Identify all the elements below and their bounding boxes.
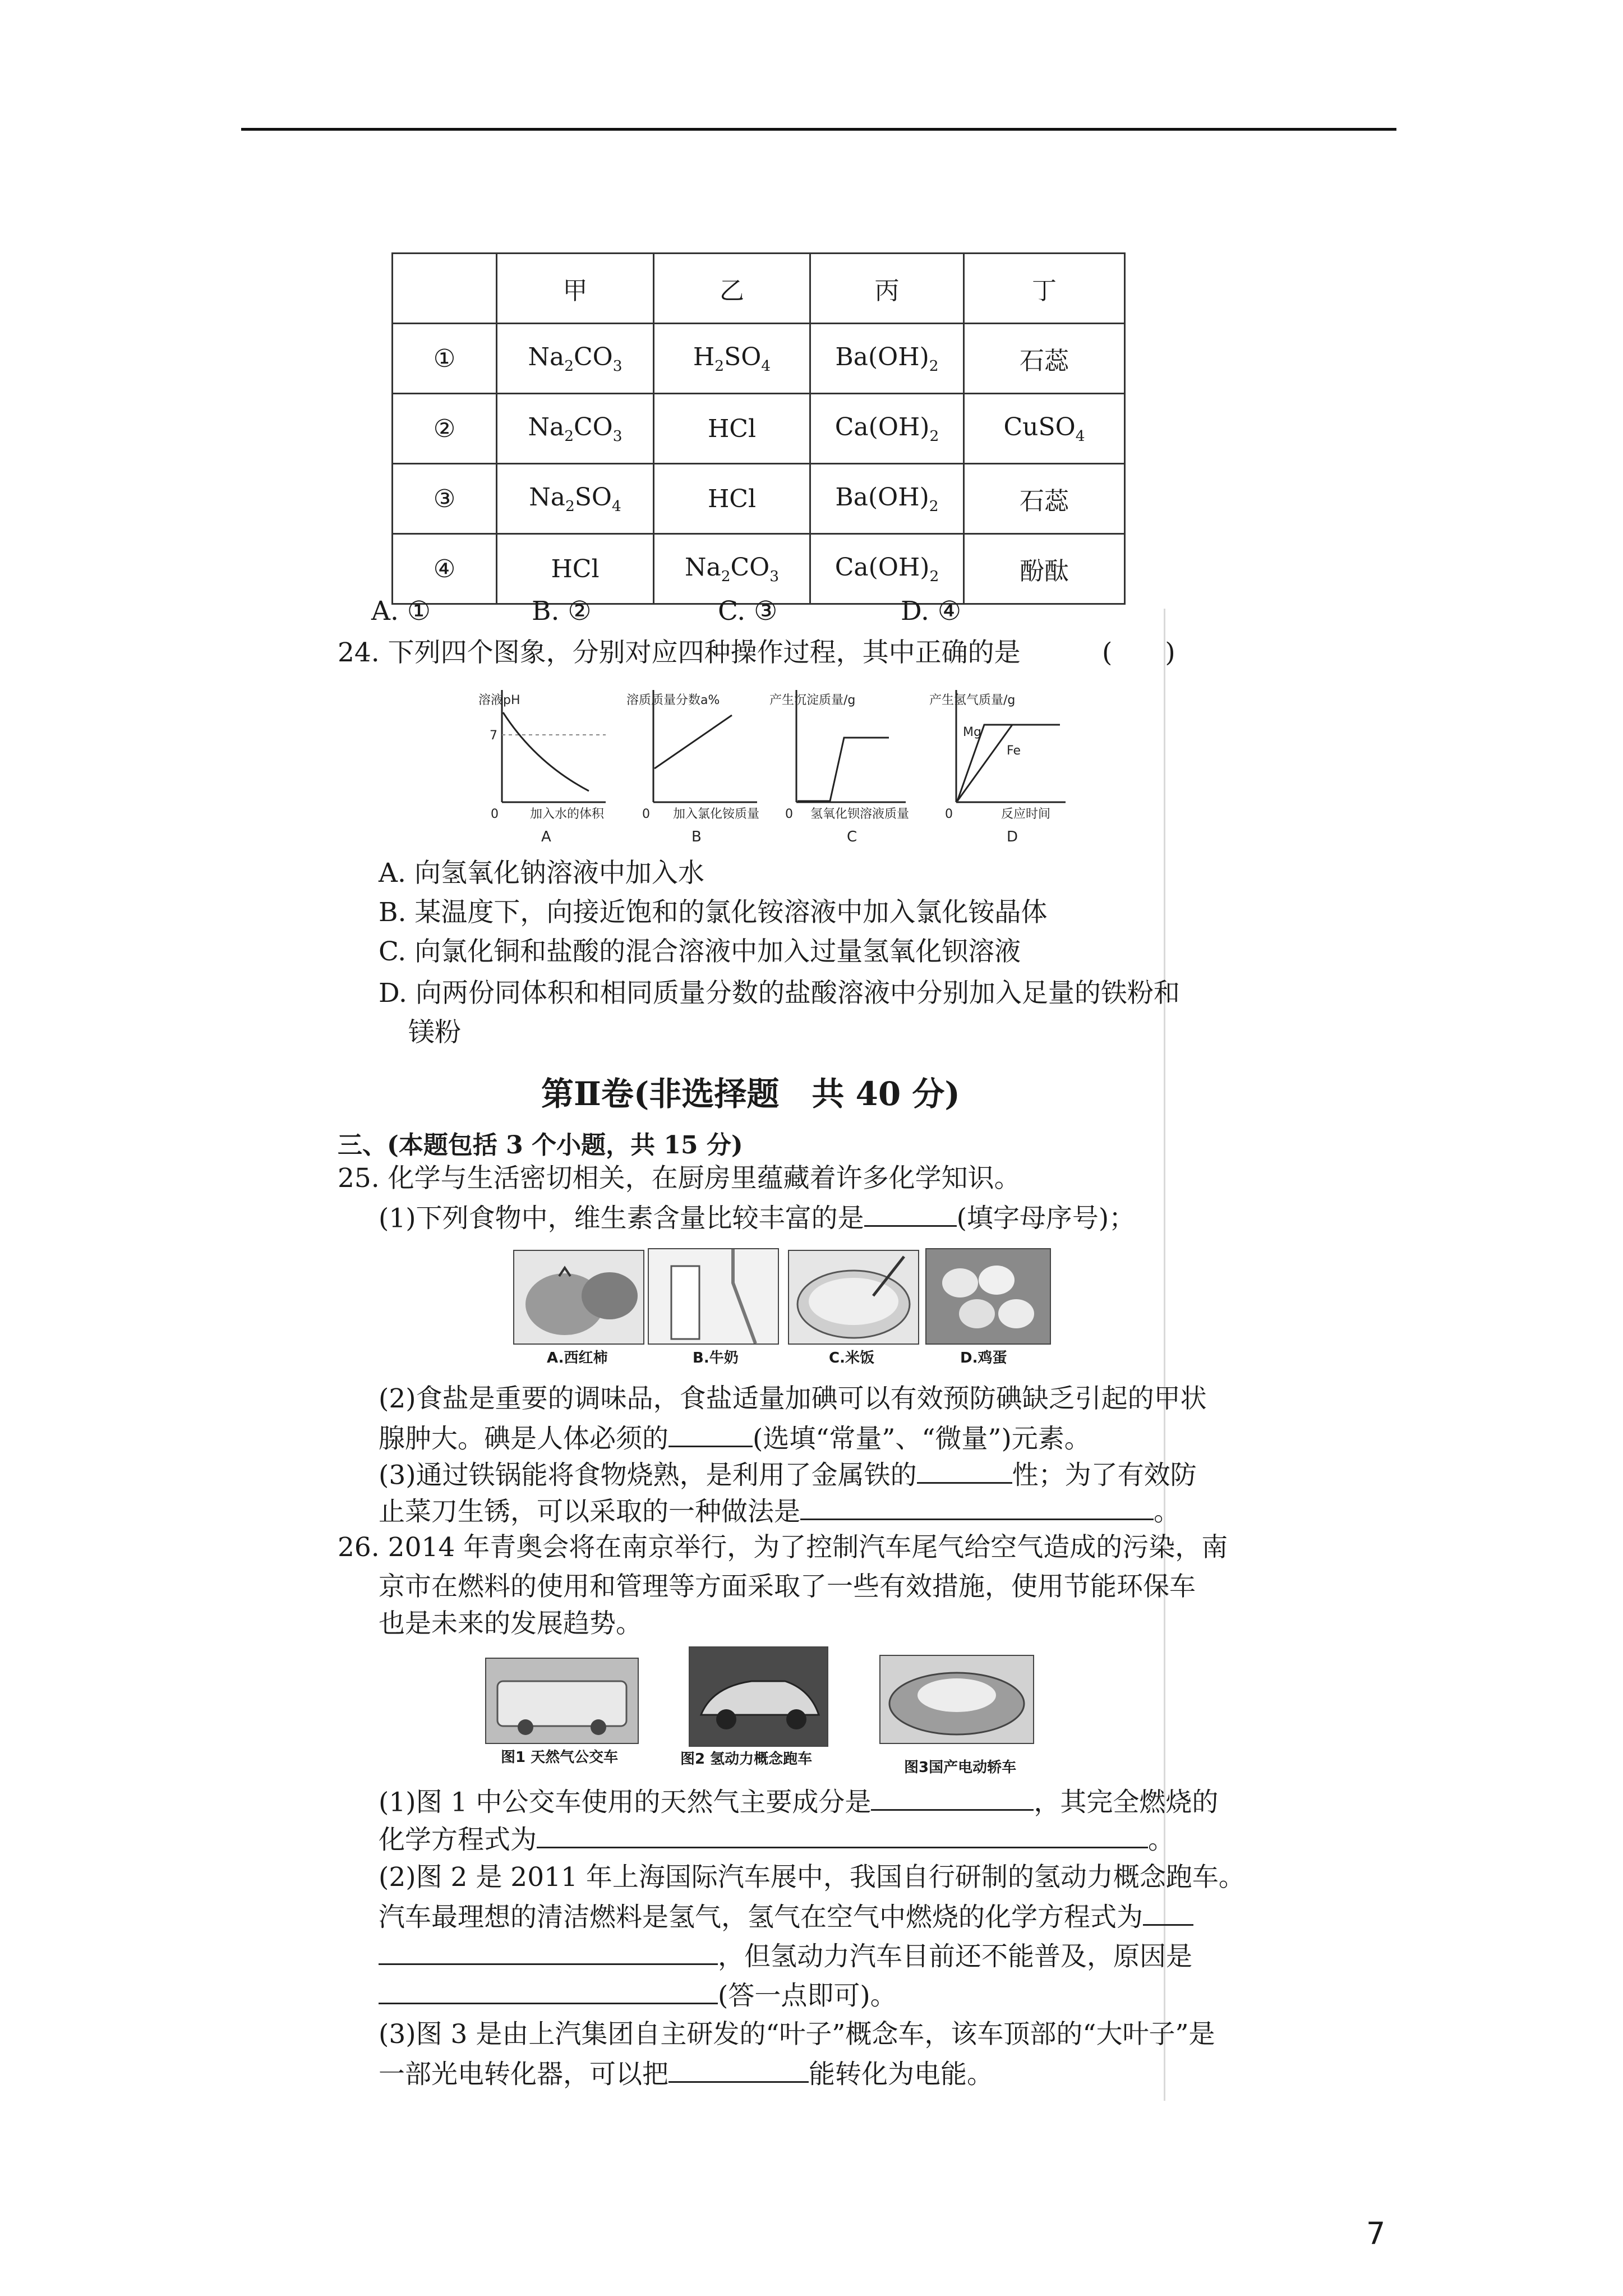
- q25-part1-post: (填字母序号)；: [956, 1203, 1136, 1234]
- graph-c-curve: [797, 738, 889, 801]
- formula-subscript: 2: [564, 357, 574, 375]
- formula-subscript: 3: [612, 357, 623, 375]
- q26-part1-line1: [379, 1786, 1218, 1819]
- q25-part2-pre: 腺肿大。碘是人体必须的: [379, 1423, 668, 1455]
- formula-part: HCl: [551, 554, 600, 583]
- table-header-cell: 甲: [497, 254, 654, 324]
- section-title: 第Ⅱ卷(非选择题 共 40 分): [541, 1075, 960, 1113]
- q26-stem-line1: 26. 2014 年青奥会将在南京举行，为了控制汽车尾气给空气造成的污染，南: [338, 1532, 1228, 1563]
- fig2-caption: 图2 氢动力概念跑车: [680, 1751, 813, 1768]
- formula-part: CO: [573, 342, 613, 371]
- fig1-caption: 图1 天然气公交车: [501, 1749, 619, 1766]
- graph-d: [928, 684, 1074, 847]
- table-row: [393, 534, 1125, 604]
- formula-part: H: [693, 342, 715, 371]
- formula-part: 酚酞: [1020, 557, 1069, 586]
- formula-part: CO: [730, 553, 770, 582]
- graph-b-curve: [654, 715, 732, 769]
- formula-part: Ca(OH): [834, 553, 930, 582]
- graph-a-caption: A: [541, 829, 551, 845]
- graph-d-caption: D: [1007, 829, 1018, 845]
- formula-part: SO: [724, 342, 762, 371]
- graph-b-origin: 0: [642, 807, 650, 821]
- formula-part: Na: [528, 342, 565, 371]
- formula-part: Na: [684, 553, 721, 582]
- q24-option-d: D. 向两份同体积和相同质量分数的盐酸溶液中分别加入足量的铁粉和: [379, 978, 1180, 1009]
- q24-option-a: A. 向氢氧化钠溶液中加入水: [379, 858, 704, 889]
- table-row: [393, 464, 1125, 534]
- q25-part3-line2: [379, 1495, 1180, 1529]
- q26-part1-line2: [379, 1823, 1174, 1857]
- formula-subscript: 3: [769, 567, 780, 585]
- q25-part3-line1: [379, 1458, 1197, 1492]
- q26-part1-pre: (1)图 1 中公交车使用的天然气主要成分是: [379, 1787, 872, 1818]
- graph-a-curve: [503, 712, 589, 791]
- graph-b: [625, 684, 760, 847]
- hydrogen-car-photo: [689, 1646, 828, 1747]
- q24-option-b: B. 某温度下，向接近饱和的氯化铵溶液中加入氯化铵晶体: [379, 897, 1048, 928]
- graph-a-origin: 0: [491, 807, 499, 821]
- q25-stem: 25. 化学与生活密切相关，在厨房里蕴藏着许多化学知识。: [338, 1163, 1021, 1194]
- bus-photo: [485, 1658, 639, 1744]
- formula-part: CO: [573, 412, 613, 441]
- formula-subscript: 2: [929, 357, 939, 375]
- formula-part: HCl: [707, 484, 757, 513]
- q26-part2-line4: [379, 1979, 897, 2013]
- graph-a: [474, 684, 608, 847]
- q23-option-c: C. ③: [718, 596, 778, 627]
- formula-part: HCl: [707, 414, 757, 443]
- q26-blank-1[interactable]: [871, 1786, 1034, 1811]
- header-rule: [241, 128, 1396, 131]
- q26-part1-pre2: 化学方程式为: [379, 1824, 537, 1856]
- formula-part: SO: [574, 482, 612, 512]
- formula-subscript: 2: [929, 427, 939, 445]
- rice-photo: [788, 1250, 919, 1345]
- q25-part1-pre: (1)下列食物中，维生素含量比较丰富的是: [379, 1203, 864, 1234]
- q23-option-b: B. ②: [532, 596, 592, 627]
- formula-cell: [654, 394, 810, 464]
- formula-cell: [497, 394, 654, 464]
- formula-cell: [964, 394, 1125, 464]
- q26-part3-pre: 一部光电转化器，可以把: [379, 2059, 668, 2090]
- graph-b-ylabel: 溶质质量分数a%: [626, 693, 720, 707]
- food-caption-d: D.鸡蛋: [960, 1350, 1007, 1366]
- q26-blank-6[interactable]: [668, 2058, 809, 2083]
- q26-part2-post: (答一点即可)。: [718, 1980, 897, 2012]
- q26-blank-2[interactable]: [537, 1823, 1148, 1848]
- graph-c-xlabel: 氢氧化钡溶液质量: [810, 807, 910, 821]
- q25-part3-pre2: 止菜刀生锈，可以采取的一种做法是: [379, 1496, 800, 1527]
- food-caption-a: A.西红柿: [547, 1350, 608, 1366]
- q24-answer-paren: ( ): [1102, 637, 1175, 668]
- table-header-cell: 乙: [654, 254, 810, 324]
- formula-cell: [810, 324, 964, 394]
- formula-cell: [810, 534, 964, 604]
- q26-part2-line2: [379, 1901, 1193, 1934]
- q26-part3-line1: (3)图 3 是由上汽集团自主研发的“叶子”概念车，该车顶部的“大叶子”是: [379, 2019, 1215, 2050]
- formula-subscript: 4: [1075, 427, 1085, 445]
- formula-subscript: 3: [612, 427, 623, 445]
- q26-part2-pre: 汽车最理想的清洁燃料是氢气，氢气在空气中燃烧的化学方程式为: [379, 1902, 1143, 1933]
- formula-part: 石蕊: [1020, 347, 1069, 375]
- graph-a-tick-7: 7: [490, 729, 497, 743]
- fig3-caption: 图3国产电动轿车: [904, 1759, 1017, 1776]
- food-caption-b: B.牛奶: [693, 1350, 739, 1366]
- graph-d-origin: 0: [945, 807, 953, 821]
- q25-part3-post2: 。: [1154, 1496, 1180, 1527]
- q25-part3-post1: 性；为了有效防: [1012, 1460, 1197, 1491]
- q25-part3-pre1: (3)通过铁锅能将食物烧熟，是利用了金属铁的: [379, 1460, 917, 1491]
- formula-part: Na: [529, 482, 565, 512]
- graph-d-label-mg: Mg: [963, 725, 981, 739]
- formula-cell: [497, 464, 654, 534]
- row-label-cell: ②: [393, 394, 497, 464]
- q26-part2-line3: [379, 1940, 1192, 1973]
- table-row: [393, 394, 1125, 464]
- formula-subscript: 2: [564, 427, 574, 445]
- q24-option-d-cont: 镁粉: [408, 1017, 461, 1048]
- q25-part2-post: (选填“常量”、“微量”)元素。: [753, 1423, 1091, 1455]
- graph-b-xlabel: 加入氯化铵质量: [673, 807, 760, 821]
- formula-subscript: 4: [611, 497, 621, 515]
- formula-cell: [810, 464, 964, 534]
- q25-blank-4[interactable]: [800, 1495, 1154, 1520]
- eggs-photo: [925, 1248, 1051, 1345]
- formula-part: CuSO: [1003, 412, 1076, 441]
- formula-part: 石蕊: [1020, 487, 1069, 516]
- q25-part2-line2: [379, 1422, 1091, 1456]
- graph-c: [768, 684, 914, 847]
- formula-cell: [964, 464, 1125, 534]
- formula-subscript: 2: [565, 497, 575, 515]
- reagent-table: [391, 252, 1126, 605]
- graph-a-ylabel: 溶液pH: [478, 693, 520, 707]
- formula-cell: [497, 324, 654, 394]
- milk-photo: [648, 1248, 779, 1345]
- q26-blank-4[interactable]: [379, 1940, 718, 1965]
- q26-stem-line3: 也是未来的发展趋势。: [379, 1608, 642, 1639]
- q26-blank-5[interactable]: [379, 1979, 718, 2004]
- q26-part3-post: 能转化为电能。: [809, 2059, 993, 2090]
- table-header-cell: [393, 254, 497, 324]
- formula-cell: [654, 324, 810, 394]
- q26-part1-post: ，其完全燃烧的: [1034, 1787, 1219, 1818]
- formula-part: Ba(OH): [835, 342, 929, 371]
- q26-part3-line2: [379, 2058, 993, 2091]
- graph-c-ylabel: 产生沉淀质量/g: [769, 693, 856, 707]
- formula-cell: [497, 534, 654, 604]
- q26-stem-line2: 京市在燃料的使用和管理等方面采取了一些有效措施，使用节能环保车: [379, 1571, 1196, 1602]
- q25-blank-3[interactable]: [917, 1458, 1012, 1484]
- food-caption-c: C.米饭: [829, 1350, 874, 1366]
- electric-car-photo: [879, 1655, 1034, 1744]
- q23-option-a: A. ①: [371, 596, 431, 627]
- tomato-photo: [513, 1250, 644, 1345]
- graph-c-origin: 0: [785, 807, 793, 821]
- formula-part: Ba(OH): [835, 482, 929, 512]
- q25-blank-2[interactable]: [668, 1422, 753, 1447]
- q24-option-c: C. 向氯化铜和盐酸的混合溶液中加入过量氢氧化钡溶液: [379, 936, 1021, 967]
- formula-cell: [654, 464, 810, 534]
- q25-part1: [379, 1202, 1135, 1235]
- graph-c-caption: C: [847, 829, 857, 845]
- formula-subscript: 4: [761, 357, 771, 375]
- table-header-cell: 丙: [810, 254, 964, 324]
- q23-option-d: D. ④: [901, 596, 962, 627]
- row-label-cell: ③: [393, 464, 497, 534]
- formula-subscript: 2: [929, 497, 939, 515]
- q25-part2-line1: (2)食盐是重要的调味品，食盐适量加碘可以有效预防碘缺乏引起的甲状: [379, 1383, 1207, 1414]
- formula-subscript: 2: [721, 567, 731, 585]
- q26-part2-line1: (2)图 2 是 2011 年上海国际汽车展中，我国自行研制的氢动力概念跑车。: [379, 1862, 1245, 1893]
- graph-a-xlabel: 加入水的体积: [530, 807, 605, 821]
- graph-d-ylabel: 产生氢气质量/g: [929, 693, 1016, 707]
- q26-part2-mid: ，但氢动力汽车目前还不能普及，原因是: [718, 1941, 1192, 1972]
- row-label-cell: ①: [393, 324, 497, 394]
- formula-part: Na: [528, 412, 565, 441]
- formula-subscript: 2: [714, 357, 725, 375]
- graph-d-xlabel: 反应时间: [1001, 807, 1051, 821]
- q25-blank-1[interactable]: [864, 1202, 957, 1227]
- q26-part1-post2: 。: [1148, 1824, 1174, 1856]
- table-header-cell: 丁: [964, 254, 1125, 324]
- table-row: [393, 324, 1125, 394]
- q26-blank-3[interactable]: [1143, 1901, 1193, 1926]
- q24-stem: 24. 下列四个图象，分别对应四种操作过程，其中正确的是: [338, 637, 1021, 668]
- page-number: 7: [1366, 2216, 1386, 2251]
- formula-subscript: 2: [929, 567, 939, 585]
- graph-d-label-fe: Fe: [1007, 744, 1021, 758]
- formula-cell: [964, 534, 1125, 604]
- row-label-cell: ④: [393, 534, 497, 604]
- formula-part: Ca(OH): [834, 412, 930, 441]
- graph-b-caption: B: [691, 829, 702, 845]
- table-header-row: [393, 254, 1125, 324]
- formula-cell: [810, 394, 964, 464]
- section-subtitle: 三、(本题包括 3 个小题，共 15 分): [338, 1131, 743, 1159]
- formula-cell: [964, 324, 1125, 394]
- formula-cell: [654, 534, 810, 604]
